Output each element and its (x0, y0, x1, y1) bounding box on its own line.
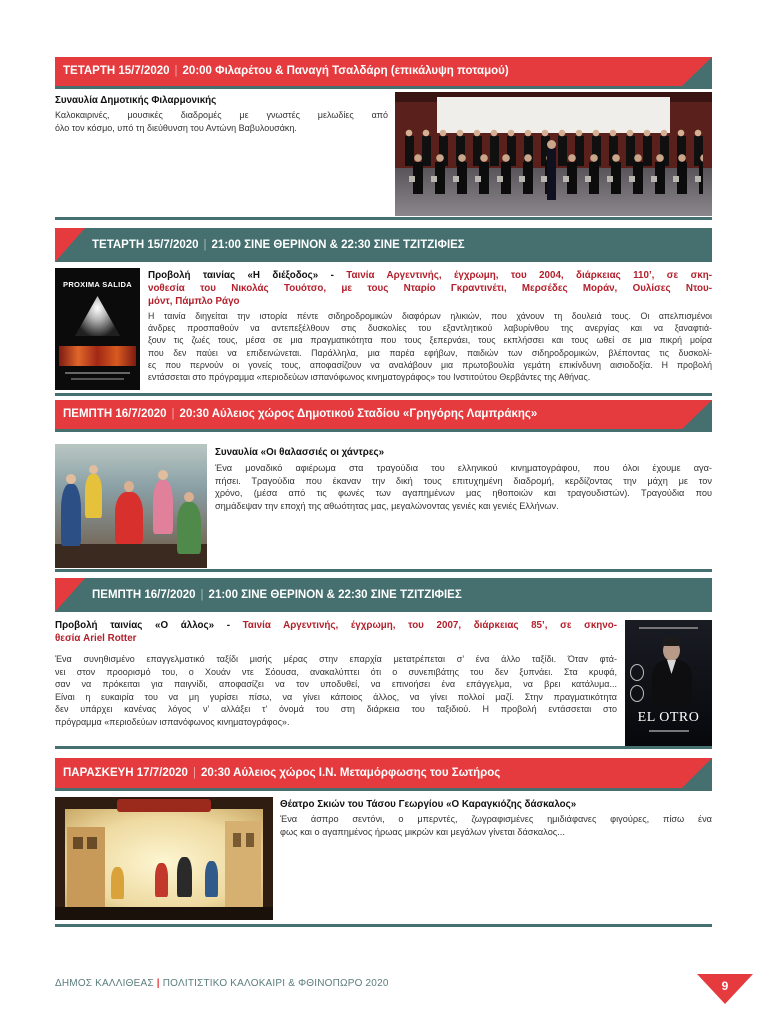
poster-credits (65, 372, 130, 374)
description-line: φως και ο αγαπημένος ήρωας μικρών και μεγάλων γίνεται δάσκαλος... (280, 826, 565, 837)
section-divider (55, 569, 712, 572)
section-divider (55, 217, 712, 220)
conductor (547, 148, 556, 200)
event-4-header-text (92, 578, 462, 612)
section-divider (55, 393, 712, 396)
dancer-head (66, 474, 76, 484)
event-3-description (215, 462, 712, 512)
house-window (87, 837, 97, 849)
palace-window (233, 833, 241, 847)
karagiozis-puppet (177, 857, 192, 897)
dancer-yellow (85, 474, 102, 518)
description-line: Καλοκαιρινές, μουσικές διαδρομές με γνωστές μελωδίες από (55, 110, 388, 120)
film-title: Προβολή ταινίας «Ο άλλος» - (55, 620, 230, 631)
header-separator: | (171, 408, 175, 420)
page-number-badge (697, 974, 753, 1004)
poster-title: EL OTRO (637, 710, 700, 725)
header-separator: | (174, 65, 178, 77)
proxima-salida-poster (55, 268, 140, 390)
description-line: Ένα μοναδικό αφιέρωμα στα τραγούδια του ελληνικού κινηματογράφου, που όλοι έχουμε αγα- (215, 463, 712, 473)
film-details: Ταινία Αργεντινής, έγχρωμη, του 2007, διάρκειας 85’, σε σκηνο- (242, 620, 617, 631)
page-footer (55, 978, 389, 989)
event-2-title (148, 269, 712, 308)
dancer-head (124, 481, 134, 492)
poster-band (59, 346, 136, 366)
shadow-theatre-photo (55, 797, 273, 920)
description-line: Η ταινία διηγείται την ιστορία πέντε σιδηροδρομικών διαφόρων ηλικιών, που χάνουν τη δουλειά τους. Οι απελπισμένοι (148, 311, 712, 321)
film-title: Προβολή ταινίας «Η διέξοδος» - (148, 270, 334, 281)
description-line: Ένα συνηθισμένο επαγγελματικό ταξίδι μισής μέρας στην επαρχία μετατρέπεται σ’ ένα άλλο ταξίδι. Όταν φτά- (55, 654, 617, 664)
description-line: πήσει. Τραγούδια που έκαναν την δική τους επιτυχημένη διαδρομή, κερδίζοντας την μάχη με τον (215, 475, 712, 486)
conductor-head (547, 140, 556, 149)
dancer-red (115, 492, 143, 544)
event-4-header (55, 578, 712, 612)
shadow-puppet (205, 861, 218, 897)
event-4-description (55, 653, 617, 729)
event-date: ΤΕΤΑΡΤΗ 15/7/2020 (63, 65, 170, 77)
event-date: ΤΕΤΑΡΤΗ 15/7/2020 (92, 239, 199, 251)
shadow-puppet (111, 867, 124, 899)
festival-laurel-icon (630, 664, 644, 681)
event-time-venue: 20:30 Αύλειος χώρος Ι.Ν. Μεταμόρφωσης του Σωτήρος (200, 767, 501, 779)
description-line: χρόνο, (μέσα από τις φωνές των αγαπημένων μας ηθοποιών και τραγουδιστών). Τραγούδια που (215, 488, 712, 499)
film-musical-still (55, 444, 207, 568)
footer-municipality: ΔΗΜΟΣ ΚΑΛΛΙΘΕΑΣ (55, 978, 154, 989)
description-line: Ένα άσπρο σεντόνι, ο μπερντές, ζωγραφισμένες ημιδιάφανες φιγούρες, πίσω ένα (280, 814, 712, 824)
event-date: ΠΕΜΠΤΗ 16/7/2020 (92, 589, 196, 601)
event-4-title (55, 619, 617, 645)
musicians-front-heads (413, 154, 703, 163)
description-line: ες που περνούν οι γονείς τους, αποφασίζουν να αναλάβουν μια πρωτοβουλία γεμάτη επικίνδυνη αισιοδοξία. Η προβολή (148, 359, 712, 370)
el-otro-poster (625, 620, 712, 746)
stage-base (55, 907, 273, 920)
header-separator: | (192, 767, 196, 779)
description-line: που δεν παύει να επιδεινώνεται. Παράλληλα, μια παρέα εφήβων, παιδιών των σιδηροδρομικών, βλέποντας τις δυσκολί- (148, 347, 712, 358)
event-time-venue: 21:00 ΣΙΝΕ ΘΕΡΙΝΟΝ & 22:30 ΣΙΝΕ ΤΖΙΤΖΙΦΙΕΣ (208, 589, 462, 601)
music-stands (409, 176, 703, 182)
event-5-header (55, 758, 712, 791)
event-time-venue: 20:00 Φιλαρέτου & Παναγή Τσαλδάρη (επικάλυψη ποταμού) (182, 65, 509, 77)
page-number: 9 (721, 979, 729, 993)
event-5-description (280, 813, 712, 838)
title-line: μόντ, Πάμπλο Ράγο (148, 296, 240, 307)
poster-title: PROXIMA SALIDA (63, 280, 132, 289)
poster-credits (71, 378, 124, 380)
dancer-blue (61, 484, 81, 546)
event-1-header (55, 57, 712, 89)
title-line (55, 619, 617, 632)
theatre-banner (117, 799, 211, 812)
palace-window (246, 833, 254, 847)
house-window (73, 837, 83, 849)
festival-laurel-icon (630, 685, 644, 702)
event-5-title: Θέατρο Σκιών του Τάσου Γεωργίου «Ο Καραγκιόζης δάσκαλος» (280, 799, 577, 810)
section-divider (55, 924, 712, 927)
event-1-header-text (63, 57, 509, 86)
shadow-puppet (155, 863, 168, 897)
description-line: νει στον προορισμό του, ο Χουάν ντε Σόουσα, ανακαλύπτει ότι ο συνεπιβάτης του δεν ξυπνάει. Στα κρυφά, (55, 666, 617, 677)
event-3-header-text (63, 400, 537, 429)
description-line: πρόγραμμα «περιοδεύων ισπανόφωνος κινηματογράφος». (55, 716, 290, 727)
title-line: νοθεσία του Νικολάς Τουότσο, με τους Νταρίο Γκραντινέτι, Μερσέδες Μοράν, Ουλίσες Ντου- (148, 283, 712, 294)
event-date: ΠΑΡΑΣΚΕΥΗ 17/7/2020 (63, 767, 188, 779)
title-line: θεσία Ariel Rotter (55, 633, 137, 644)
event-5-header-text (63, 758, 500, 788)
dancer-green (177, 502, 201, 554)
footer-program: ΠΟΛΙΤΙΣΤΙΚΟ ΚΑΛΟΚΑΙΡΙ & ΦΘΙΝΟΠΩΡΟ 2020 (162, 978, 389, 989)
event-1-title: Συναυλία Δημοτικής Φιλαρμονικής (55, 95, 217, 106)
description-line: εντάσσεται στο πρόγραμμα «περιοδεύων ισπανόφωνος κινηματογράφος» του Ινστιτούτου Θερβάντες της Αθήνας. (148, 372, 591, 383)
dancer-head (158, 470, 168, 480)
event-2-header-text (92, 228, 465, 262)
dancer-head (184, 492, 194, 502)
actor-hair (662, 637, 681, 646)
tunnel-light (75, 296, 120, 336)
description-line: άνδρες προσπαθούν να αντεπεξέλθουν στις δυσκολίες του εξαντλητικού λαβυρίνθου της ανεργίας και να ξαναφτιά- (148, 323, 712, 334)
screen-palace-right (225, 821, 261, 907)
description-line: δεν υπάρχει κανένας λόγος ν’ αλλάξει τ’ όνομά του στη διάρκεια του ταξιδιού. Η προβολή εντάσσεται στο (55, 704, 617, 715)
projection-screen (437, 97, 670, 133)
title-line (148, 269, 712, 282)
description-line: ξουν τις ζωές τους, μέσα σε μια πραγματικότητα που τους ξεπερνάει, τους εκπλήσσει και τους ωθεί σε μια πικρή μοίρα (148, 335, 712, 346)
dancer-head (89, 465, 98, 474)
poster-top-credits (639, 627, 698, 629)
event-3-title: Συναυλία «Οι θαλασσιές οι χάντρες» (215, 447, 385, 458)
dancer-pink (153, 480, 173, 534)
description-line: σαν να πρόκειται για παιγνίδι, αποφασίζει να τον υποδυθεί, να επινοήσει ένα επάγγελμα, να βρει κατάλυμα... (55, 679, 617, 690)
event-1-description (55, 109, 388, 134)
description-line: σημάδεψαν την εποχή της αθωότητας μας, μεγαλώνοντας γενιές και γενιές Ελλήνων. (215, 500, 559, 511)
film-details: Ταινία Αργεντινής, έγχρωμη, του 2004, διάρκειας 110’, σε σκη- (346, 270, 712, 281)
header-separator: | (203, 239, 207, 251)
section-divider (55, 746, 712, 749)
event-3-header (55, 400, 712, 432)
event-time-venue: 21:00 ΣΙΝΕ ΘΕΡΙΝΟΝ & 22:30 ΣΙΝΕ ΤΖΙΤΖΙΦΙΕΣ (211, 239, 465, 251)
header-separator: | (200, 589, 204, 601)
event-time-venue: 20:30 Αύλειος χώρος Δημοτικού Σταδίου «Γρηγόρης Λαμπράκης» (179, 408, 538, 420)
description-line: όλο τον κόσμο, υπό τη διεύθυνση του Αντώνη Βαβυλουσάκη. (55, 122, 297, 133)
event-2-header (55, 228, 712, 262)
event-2-description (148, 310, 712, 383)
musicians-back-heads (405, 129, 703, 137)
footer-separator: | (156, 978, 160, 989)
poster-credits (649, 730, 689, 732)
event-date: ΠΕΜΠΤΗ 16/7/2020 (63, 408, 167, 420)
description-line: Είναι η ευκαιρία του να μη γυρίσει πίσω, να γίνει κάποιος άλλος, να γίνει πολλοί μαζί. Στην πραγματικότητα (55, 691, 617, 702)
philharmonic-photo (395, 92, 712, 216)
